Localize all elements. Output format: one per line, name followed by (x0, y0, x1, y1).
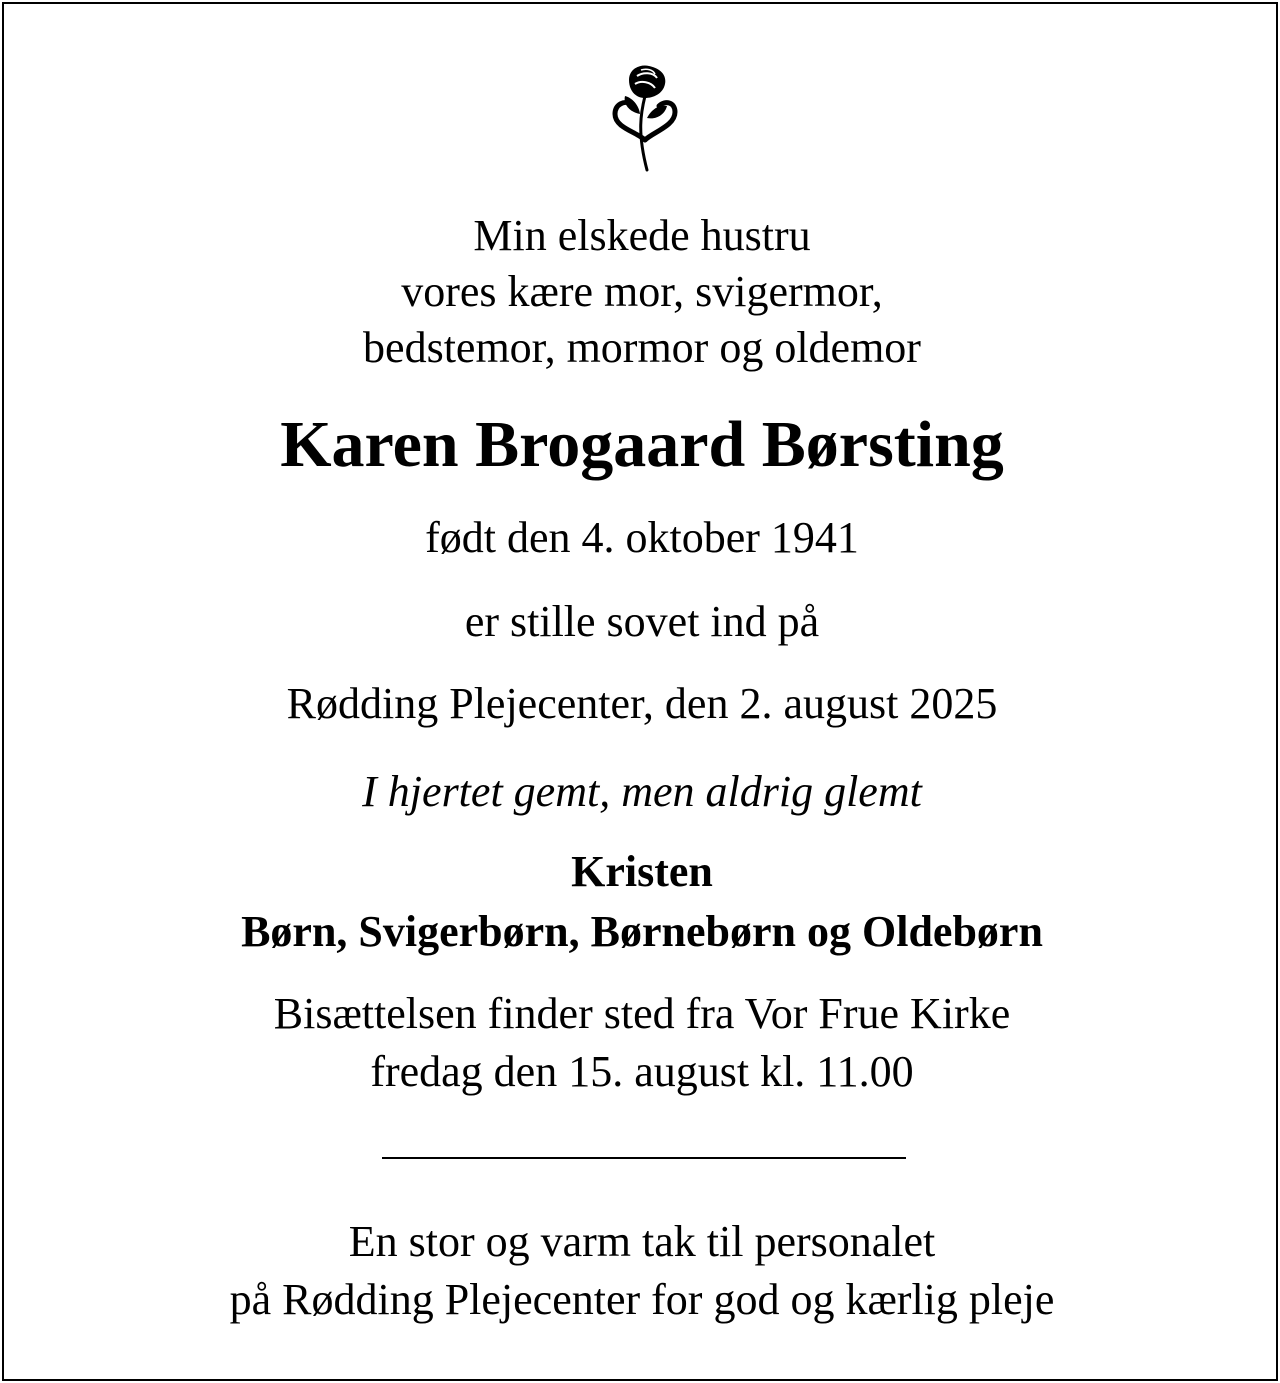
funeral-time: fredag den 15. august kl. 11.00 (370, 1047, 914, 1096)
mourner-family: Børn, Svigerbørn, Børnebørn og Oldebørn (241, 907, 1043, 956)
intro-line-1: Min elskede hustru (473, 211, 811, 260)
obituary-notice (2, 2, 1278, 1381)
divider-line (382, 1157, 906, 1159)
thanks-line-2: på Rødding Plejecenter for god og kærlig pleje (229, 1275, 1055, 1324)
place-and-date-of-death: Rødding Plejecenter, den 2. august 2025 (286, 679, 998, 728)
epitaph: I hjertet gemt, men aldrig glemt (362, 767, 922, 816)
intro-line-2: vores kære mor, svigermor, (401, 267, 883, 316)
mourner-spouse: Kristen (571, 847, 713, 896)
funeral-location: Bisættelsen finder sted fra Vor Frue Kirke (273, 989, 1011, 1038)
rose-heart-icon (607, 62, 683, 174)
birth-date: født den 4. oktober 1941 (425, 513, 859, 562)
intro-line-3: bedstemor, mormor og oldemor (363, 323, 921, 372)
thanks-line-1: En stor og varm tak til personalet (348, 1217, 936, 1266)
passed-line: er stille sovet ind på (464, 597, 820, 646)
deceased-name: Karen Brogaard Børsting (280, 408, 1004, 481)
